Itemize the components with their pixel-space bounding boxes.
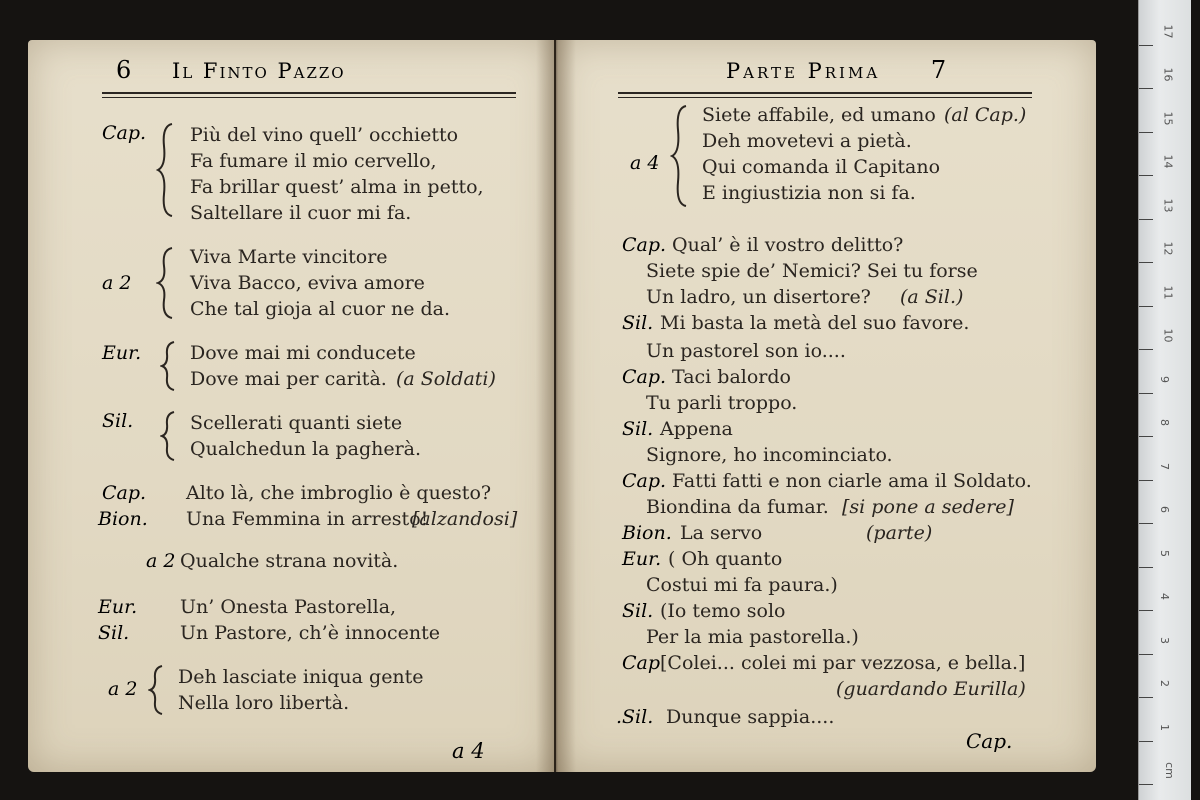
verse-line: Fa fumare il mio cervello, [190, 150, 437, 172]
stage-direction: [alzandosi] [412, 508, 518, 530]
ruler-label: 4 [1158, 593, 1171, 600]
right-running-head: Parte Prima [726, 59, 881, 83]
verse-line: Viva Bacco, eviva amore [190, 272, 425, 294]
dialogue-line: Taci balordo [672, 366, 791, 388]
ruler-label: 14 [1161, 154, 1175, 169]
dialogue-line: Fatti fatti e non ciarle ama il Soldato. [672, 470, 1032, 492]
dialogue-line: Biondina da fumar. [646, 496, 829, 518]
verse-line: Siete affabile, ed umano [702, 104, 936, 126]
ruler-tick [1139, 436, 1153, 437]
ruler-tick [1139, 45, 1153, 46]
brace-icon [156, 246, 176, 320]
speaker-label: Eur. [98, 596, 138, 618]
ruler-tick [1139, 480, 1153, 481]
speaker-label: Cap. [102, 122, 147, 144]
dialogue-line: Un pastorel son io.... [646, 340, 846, 362]
speaker-label: Sil. [622, 418, 654, 440]
left-catchword: a 4 [452, 739, 485, 763]
verse-line: Nella loro libertà. [178, 692, 350, 714]
verse-line: Deh lasciate iniqua gente [178, 666, 424, 688]
speaker-label: Bion. [98, 508, 148, 530]
speaker-label: Cap. [622, 470, 667, 492]
speaker-label: Sil. [622, 312, 654, 334]
verse-line: Saltellare il cuor mi fa. [190, 202, 412, 224]
speaker-label: Cap. [102, 482, 147, 504]
speaker-label: Cap. [622, 366, 667, 388]
stage-direction: (a Soldati) [396, 368, 496, 390]
ruler-label: 12 [1161, 241, 1175, 256]
verse-line: Scellerati quanti siete [190, 412, 403, 434]
ruler-tick [1139, 132, 1153, 133]
speaker-label: Cap. [622, 234, 667, 256]
ruler-tick [1139, 784, 1153, 785]
brace-icon [160, 410, 178, 462]
verse-line: E ingiustizia non si fa. [702, 182, 916, 204]
ruler-tick [1139, 349, 1153, 350]
brace-icon [156, 122, 176, 218]
ruler-label: 7 [1158, 462, 1171, 470]
ruler-tick [1139, 393, 1153, 394]
right-catchword: Cap. [966, 729, 1013, 753]
ruler-tick [1139, 567, 1153, 568]
right-header [726, 56, 948, 84]
measurement-ruler [1138, 0, 1191, 800]
stage-direction: (parte) [866, 522, 933, 544]
brace-icon [148, 664, 166, 716]
speaker-label: Eur. [622, 548, 662, 570]
dialogue-line: Costui mi fa paura.) [646, 574, 838, 596]
ruler-tick [1139, 523, 1153, 524]
stage-direction: (a Sil.) [900, 286, 964, 308]
dialogue-line: Dunque sappia.... [666, 706, 835, 728]
ruler-label: 10 [1161, 328, 1175, 343]
dialogue-line: ( Oh quanto [668, 548, 783, 570]
ruler-label: 9 [1158, 375, 1171, 383]
ruler-label: 16 [1161, 67, 1175, 82]
ruler-label: 5 [1158, 549, 1171, 557]
left-header [116, 56, 346, 84]
ruler-tick [1139, 88, 1153, 89]
ruler-label: cm [1162, 762, 1176, 779]
ruler-tick [1139, 741, 1153, 742]
dialogue-line: Tu parli troppo. [646, 392, 798, 414]
dialogue-line: Mi basta la metà del suo favore. [660, 312, 970, 334]
verse-line: Alto là, che imbroglio è questo? [186, 482, 492, 504]
brace-icon [670, 104, 690, 208]
ruler-tick [1139, 697, 1153, 698]
verse-line: Un Pastore, ch’è innocente [180, 622, 440, 644]
verse-line: Più del vino quell’ occhietto [190, 124, 459, 146]
ruler-label: 6 [1158, 506, 1171, 513]
speaker-label: a 4 [630, 152, 660, 174]
verse-line: Viva Marte vincitore [190, 246, 388, 268]
book-gutter [536, 40, 576, 772]
verse-line: Fa brillar quest’ alma in petto, [190, 176, 484, 198]
ruler-label: 2 [1158, 680, 1171, 687]
verse-line: Deh movetevi a pietà. [702, 130, 912, 152]
ruler-label: 11 [1161, 285, 1175, 299]
verse-line: Qualche strana novità. [180, 550, 399, 572]
speaker-label: Sil. [102, 410, 134, 432]
right-header-rule-2 [618, 97, 1032, 98]
verse-line: Qui comanda il Capitano [702, 156, 941, 178]
speaker-label: a 2 [102, 272, 132, 294]
ruler-label: 15 [1161, 111, 1175, 125]
speaker-label: Bion. [622, 522, 672, 544]
stage-direction: [si pone a sedere] [842, 496, 1014, 518]
ruler-label: 17 [1161, 24, 1175, 38]
ruler-tick [1139, 219, 1153, 220]
dialogue-line: Un ladro, un disertore? [646, 286, 871, 308]
right-header-rule [618, 92, 1032, 94]
ruler-tick [1139, 610, 1153, 611]
speaker-label: .Sil. [616, 706, 654, 728]
speaker-label: Cap [622, 652, 661, 674]
dialogue-line: Siete spie de’ Nemici? Sei tu forse [646, 260, 978, 282]
verse-line: Dove mai mi conducete [190, 342, 416, 364]
left-running-head: Il Finto Pazzo [171, 59, 346, 83]
left-header-rule-2 [102, 97, 516, 98]
verse-line: Un’ Onesta Pastorella, [180, 596, 397, 618]
dialogue-line: La servo [680, 522, 763, 544]
dialogue-line: (Io temo solo [660, 600, 786, 622]
ruler-label: 3 [1158, 636, 1171, 644]
ruler-label: 13 [1161, 198, 1175, 212]
dialogue-line: Signore, ho incominciato. [646, 444, 893, 466]
dialogue-line: Appena [660, 418, 733, 440]
dialogue-line: Qual’ è il vostro delitto? [672, 234, 904, 256]
speaker-label: a 2 [108, 678, 138, 700]
ruler-tick [1139, 654, 1153, 655]
stage-direction: (al Cap.) [944, 104, 1027, 126]
verse-line: Qualchedun la pagherà. [190, 438, 422, 460]
brace-icon [160, 340, 178, 392]
dialogue-line: Per la mia pastorella.) [646, 626, 859, 648]
verse-line: Che tal gioja al cuor ne da. [190, 298, 451, 320]
ruler-label: 1 [1158, 723, 1171, 731]
left-page-number: 6 [116, 56, 134, 84]
ruler-tick [1139, 175, 1153, 176]
dialogue-line: [Colei... colei mi par vezzosa, e bella.] [660, 652, 1026, 674]
ruler-tick [1139, 306, 1153, 307]
verse-line: Dove mai per carità. [190, 368, 387, 390]
speaker-label: a 2 [146, 550, 176, 572]
right-page-number: 7 [930, 56, 949, 84]
speaker-label: Eur. [102, 342, 142, 364]
ruler-label: 8 [1158, 419, 1171, 426]
verse-line: Una Femmina in arresto! [186, 508, 429, 530]
stage-direction: (guardando Eurilla) [836, 678, 1026, 700]
left-header-rule [102, 92, 516, 94]
speaker-label: Sil. [98, 622, 130, 644]
speaker-label: Sil. [622, 600, 654, 622]
ruler-tick [1139, 262, 1153, 263]
